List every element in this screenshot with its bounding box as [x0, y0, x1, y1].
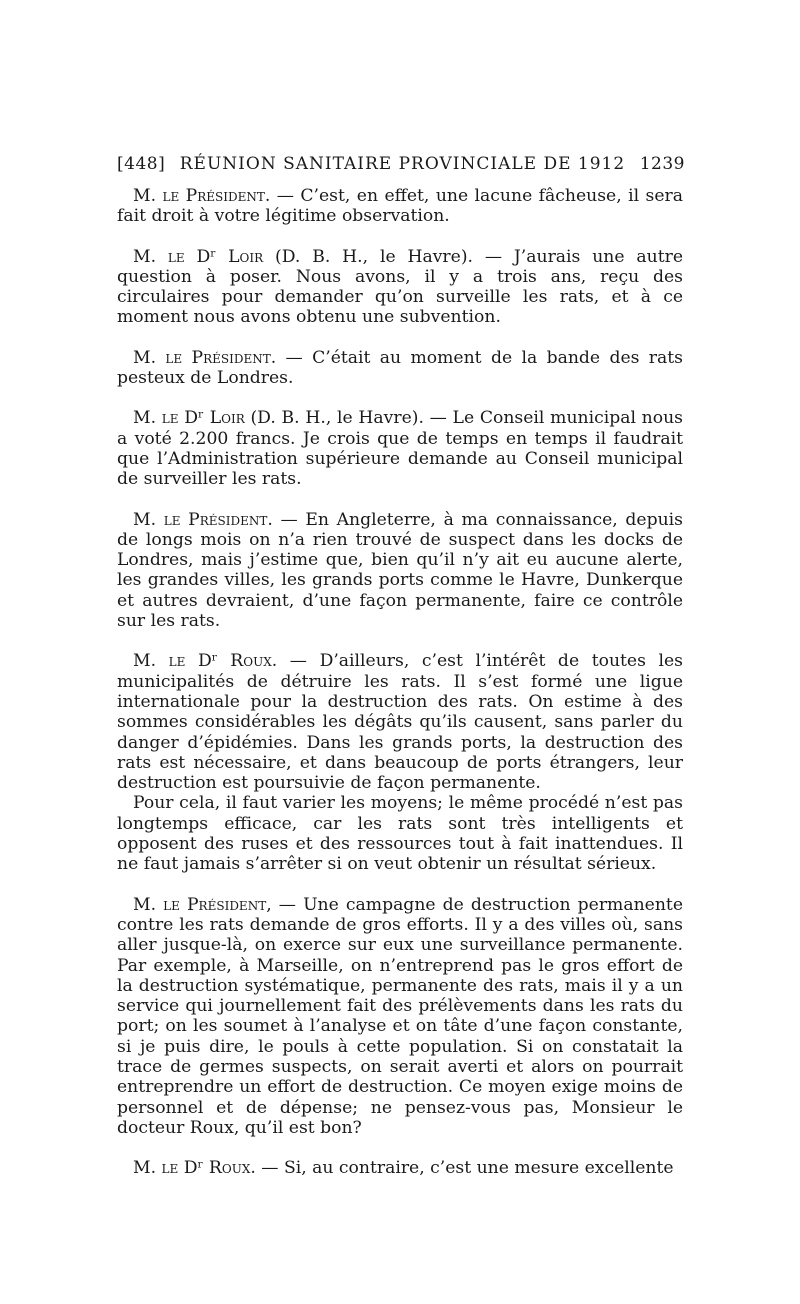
- paragraph: [117, 651, 683, 793]
- paragraph: [117, 408, 683, 489]
- speech: — D’ailleurs, c’est l’intérêt de toutes les municipalités de détruire les rats. Il s’est formé une ligue internationale pour la destruction des rats. On estime à des sommes considérables les dégâts qu’ils causent, sans parler du danger d’épidémies. Dans les grands ports, la destruction des rats est nécessaire, et dans beaucoup de ports étrangers, leur destruction est poursuivie de façon permanente.: [117, 651, 683, 794]
- paragraph: [117, 1158, 683, 1178]
- speech: Pour cela, il faut varier les moyens; le même procédé n’est pas longtemps efficace, car les rats sont très intelligents et opposent des ruses et des ressources tout à fait inattendues. Il ne faut jamais s’arrêter si on veut obtenir un résultat sérieux.: [117, 793, 683, 875]
- speech: — Si, au contraire, c’est une mesure excellente: [255, 1158, 674, 1179]
- speaker: M. le Dʳ Loir: [133, 408, 245, 429]
- running-header: [117, 154, 685, 174]
- speech: (D. B. H., le Havre). — J’aurais une autre question à poser. Nous avons, il y a trois ans, reçu des circulaires pour demander qu’on surveille les rats, et à ce moment nous avons obtenu une subvention.: [117, 246, 683, 328]
- page-number: 1239: [639, 154, 685, 174]
- paragraph: [117, 247, 683, 328]
- speech: — C’était au moment de la bande des rats pesteux de Londres.: [117, 347, 683, 389]
- speaker: M. le Président.: [133, 347, 277, 368]
- paragraph: [117, 186, 683, 227]
- speaker: M. le Dʳ Loir: [133, 246, 264, 267]
- speaker: M. le Dʳ Roux.: [133, 1158, 256, 1179]
- speech: — C’est, en effet, une lacune fâcheuse, il sera fait droit à votre légitime observation.: [117, 186, 683, 227]
- speech: — En Angleterre, à ma connaissance, depuis de longs mois on n’a rien trouvé de suspect dans les docks de Londres, mais j’estime que, bien qu’il n’y ait eu aucune alerte, les grandes villes, les grands ports comme le Havre, Dunkerque et autres devraient, d’une façon permanente, faire ce contrôle sur les rats.: [117, 509, 683, 632]
- speaker: M. le Dʳ Roux.: [133, 651, 278, 672]
- body-text: [117, 186, 683, 1198]
- paragraph: [117, 510, 683, 632]
- paragraph: [117, 348, 683, 389]
- page-ref: [448]: [117, 154, 166, 174]
- paragraph: [117, 895, 683, 1139]
- speaker: M. le Président.: [133, 509, 273, 530]
- speaker: M. le Président,: [133, 894, 272, 915]
- running-title: RÉUNION SANITAIRE PROVINCIALE DE 1912: [179, 154, 626, 174]
- speaker: M. le Président.: [133, 186, 271, 206]
- paragraph-continuation: [117, 793, 683, 874]
- speech: — Une campagne de destruction permanente contre les rats demande de gros efforts. Il y a des villes où, sans aller jusque-là, on exerce sur eux une surveillance permanente. Par exemple, à Marseille, on n’entreprend pas le gros effort de la destruction systématique, permanente des rats, mais il y a un service qui journellement fait des prélèvements dans les rats du port; on les soumet à l’analyse et on tâte d’une façon constante, si je puis dire, le pouls à cette population. Si on constatait la trace de germes suspects, on serait averti et alors on pourrait entreprendre un effort de destruction. Ce moyen exige moins de personnel et de dépense; ne pensez-vous pas, Monsieur le docteur Roux, qu’il est bon?: [117, 894, 683, 1138]
- speech: (D. B. H., le Havre). — Le Conseil municipal nous a voté 2.200 francs. Je crois que de temps en temps il faudrait que l’Administration supérieure demande au Conseil municipal de surveiller les rats.: [117, 408, 683, 490]
